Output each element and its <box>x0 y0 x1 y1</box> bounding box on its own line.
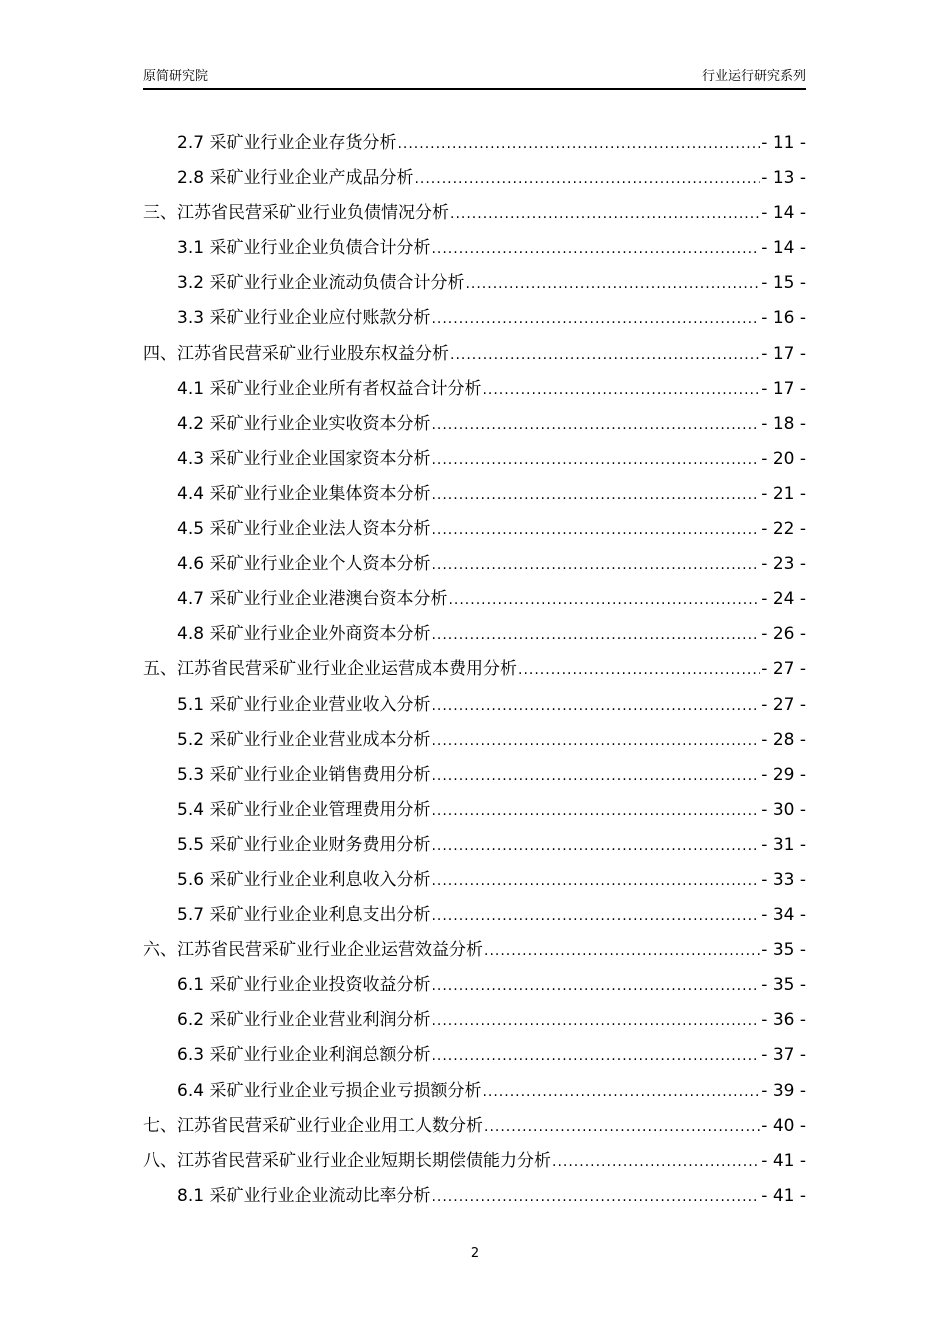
toc-dot-leader <box>431 1013 760 1029</box>
toc-dot-leader <box>431 311 760 327</box>
toc-entry-page: - 41 - <box>761 1185 806 1206</box>
toc-dot-leader <box>414 171 760 187</box>
toc-entry-title: 六、江苏省民营采矿业行业企业运营效益分析 <box>143 940 483 961</box>
toc-section-entry[interactable] <box>143 970 806 1005</box>
toc-section-entry[interactable] <box>143 303 806 338</box>
header-org-name: 原简研究院 <box>143 69 209 84</box>
toc-dot-leader <box>431 627 760 643</box>
toc-entry-title: 4.2 采矿业行业企业实收资本分析 <box>177 413 431 434</box>
toc-entry-title: 6.2 采矿业行业企业营业利润分析 <box>177 1010 431 1031</box>
toc-section-entry[interactable] <box>143 1040 806 1075</box>
toc-section-entry[interactable] <box>143 725 806 760</box>
toc-entry-page: - 41 - <box>761 1150 806 1171</box>
toc-section-entry[interactable] <box>143 514 806 549</box>
toc-entry-page: - 35 - <box>761 975 806 996</box>
toc-entry-title: 4.7 采矿业行业企业港澳台资本分析 <box>177 589 448 610</box>
toc-entry-title: 6.1 采矿业行业企业投资收益分析 <box>177 975 431 996</box>
toc-entry-title: 3.2 采矿业行业企业流动负债合计分析 <box>177 273 465 294</box>
toc-dot-leader <box>482 382 760 398</box>
toc-dot-leader <box>465 276 760 292</box>
page-number: 2 <box>470 1246 480 1261</box>
toc-entry-page: - 39 - <box>761 1080 806 1101</box>
toc-dot-leader <box>431 908 760 924</box>
toc-entry-page: - 33 - <box>761 869 806 890</box>
header-series-name: 行业运行研究系列 <box>701 69 806 84</box>
toc-section-entry[interactable] <box>143 900 806 935</box>
toc-entry-title: 5.6 采矿业行业企业利息收入分析 <box>177 869 431 890</box>
toc-entry-title: 5.5 采矿业行业企业财务费用分析 <box>177 834 431 855</box>
toc-entry-title: 5.2 采矿业行业企业营业成本分析 <box>177 729 431 750</box>
toc-entry-title: 8.1 采矿业行业企业流动比率分析 <box>177 1185 431 1206</box>
toc-chapter-entry[interactable] <box>143 198 806 233</box>
toc-section-entry[interactable] <box>143 795 806 830</box>
toc-dot-leader <box>431 873 760 889</box>
toc-entry-title: 5.4 采矿业行业企业管理费用分析 <box>177 799 431 820</box>
toc-entry-title: 5.3 采矿业行业企业销售费用分析 <box>177 764 431 785</box>
toc-entry-page: - 20 - <box>761 448 806 469</box>
toc-section-entry[interactable] <box>143 1181 806 1216</box>
toc-entry-page: - 11 - <box>761 133 806 153</box>
toc-entry-page: - 34 - <box>761 905 806 926</box>
toc-dot-leader <box>484 1119 760 1135</box>
toc-entry-title: 四、江苏省民营采矿业行业股东权益分析 <box>143 343 449 364</box>
toc-chapter-entry[interactable] <box>143 339 806 374</box>
toc-entry-page: - 31 - <box>761 834 806 855</box>
toc-entry-title: 4.5 采矿业行业企业法人资本分析 <box>177 519 431 540</box>
page-header <box>143 66 806 90</box>
toc-entry-title: 5.7 采矿业行业企业利息支出分析 <box>177 905 431 926</box>
toc-section-entry[interactable] <box>143 409 806 444</box>
toc-section-entry[interactable] <box>143 1076 806 1111</box>
toc-section-entry[interactable] <box>143 760 806 795</box>
toc-dot-leader <box>518 662 760 678</box>
toc-entry-page: - 22 - <box>761 519 806 540</box>
toc-entry-title: 4.8 采矿业行业企业外商资本分析 <box>177 624 431 645</box>
toc-chapter-entry[interactable] <box>143 1146 806 1181</box>
toc-entry-page: - 17 - <box>761 343 806 364</box>
toc-entry-title: 5.1 采矿业行业企业营业收入分析 <box>177 694 431 715</box>
toc-entry-page: - 15 - <box>761 273 806 294</box>
toc-entry-page: - 16 - <box>761 308 806 329</box>
toc-chapter-entry[interactable] <box>143 654 806 689</box>
toc-section-entry[interactable] <box>143 830 806 865</box>
toc-entry-title: 4.6 采矿业行业企业个人资本分析 <box>177 554 431 575</box>
toc-entry-page: - 35 - <box>761 940 806 961</box>
toc-entry-title: 五、江苏省民营采矿业行业企业运营成本费用分析 <box>143 659 517 680</box>
toc-entry-title: 3.1 采矿业行业企业负债合计分析 <box>177 238 431 259</box>
toc-entry-title: 4.1 采矿业行业企业所有者权益合计分析 <box>177 378 482 399</box>
toc-entry-page: - 28 - <box>761 729 806 750</box>
toc-dot-leader <box>484 943 760 959</box>
toc-entry-title: 三、江苏省民营采矿业行业负债情况分析 <box>143 203 449 224</box>
toc-dot-leader <box>431 803 760 819</box>
toc-section-entry[interactable] <box>143 128 806 163</box>
toc-entry-page: - 36 - <box>761 1010 806 1031</box>
toc-entry-page: - 40 - <box>761 1115 806 1136</box>
toc-dot-leader <box>431 768 760 784</box>
toc-entry-page: - 30 - <box>761 799 806 820</box>
toc-section-entry[interactable] <box>143 1005 806 1040</box>
toc-dot-leader <box>431 452 760 468</box>
toc-section-entry[interactable] <box>143 479 806 514</box>
toc-entry-page: - 27 - <box>761 659 806 680</box>
toc-entry-page: - 23 - <box>761 554 806 575</box>
toc-entry-page: - 17 - <box>761 378 806 399</box>
toc-dot-leader <box>450 347 760 363</box>
toc-dot-leader <box>448 592 760 608</box>
toc-section-entry[interactable] <box>143 584 806 619</box>
table-of-contents <box>143 128 806 1216</box>
toc-chapter-entry[interactable] <box>143 935 806 970</box>
toc-dot-leader <box>450 206 760 222</box>
toc-entry-title: 3.3 采矿业行业企业应付账款分析 <box>177 308 431 329</box>
toc-entry-page: - 18 - <box>761 413 806 434</box>
toc-section-entry[interactable] <box>143 374 806 409</box>
toc-entry-page: - 27 - <box>761 694 806 715</box>
toc-dot-leader <box>552 1154 760 1170</box>
toc-section-entry[interactable] <box>143 549 806 584</box>
toc-section-entry[interactable] <box>143 619 806 654</box>
toc-dot-leader <box>431 487 760 503</box>
toc-dot-leader <box>431 733 760 749</box>
toc-dot-leader <box>431 241 760 257</box>
toc-entry-title: 6.3 采矿业行业企业利润总额分析 <box>177 1045 431 1066</box>
toc-entry-title: 2.7 采矿业行业企业存货分析 <box>177 133 397 153</box>
toc-section-entry[interactable] <box>143 865 806 900</box>
toc-entry-title: 七、江苏省民营采矿业行业企业用工人数分析 <box>143 1115 483 1136</box>
toc-section-entry[interactable] <box>143 233 806 268</box>
toc-chapter-entry[interactable] <box>143 1111 806 1146</box>
toc-entry-title: 2.8 采矿业行业企业产成品分析 <box>177 168 414 189</box>
toc-entry-title: 4.3 采矿业行业企业国家资本分析 <box>177 448 431 469</box>
toc-dot-leader <box>431 838 760 854</box>
toc-entry-page: - 37 - <box>761 1045 806 1066</box>
toc-entry-page: - 26 - <box>761 624 806 645</box>
toc-dot-leader <box>431 978 760 994</box>
toc-entry-page: - 24 - <box>761 589 806 610</box>
toc-section-entry[interactable] <box>143 163 806 198</box>
toc-entry-title: 八、江苏省民营采矿业行业企业短期长期偿债能力分析 <box>143 1150 551 1171</box>
toc-dot-leader <box>431 1048 760 1064</box>
toc-entry-page: - 29 - <box>761 764 806 785</box>
toc-entry-page: - 21 - <box>761 483 806 504</box>
toc-entry-title: 6.4 采矿业行业企业亏损企业亏损额分析 <box>177 1080 482 1101</box>
toc-entry-title: 4.4 采矿业行业企业集体资本分析 <box>177 483 431 504</box>
toc-dot-leader <box>397 136 760 152</box>
toc-entry-page: - 14 - <box>761 238 806 259</box>
toc-entry-page: - 14 - <box>761 203 806 224</box>
toc-dot-leader <box>482 1084 760 1100</box>
toc-section-entry[interactable] <box>143 268 806 303</box>
toc-dot-leader <box>431 1189 760 1205</box>
toc-section-entry[interactable] <box>143 690 806 725</box>
toc-section-entry[interactable] <box>143 444 806 479</box>
toc-dot-leader <box>431 557 760 573</box>
toc-dot-leader <box>431 698 760 714</box>
toc-dot-leader <box>431 522 760 538</box>
toc-entry-page: - 13 - <box>761 168 806 189</box>
toc-dot-leader <box>431 417 760 433</box>
